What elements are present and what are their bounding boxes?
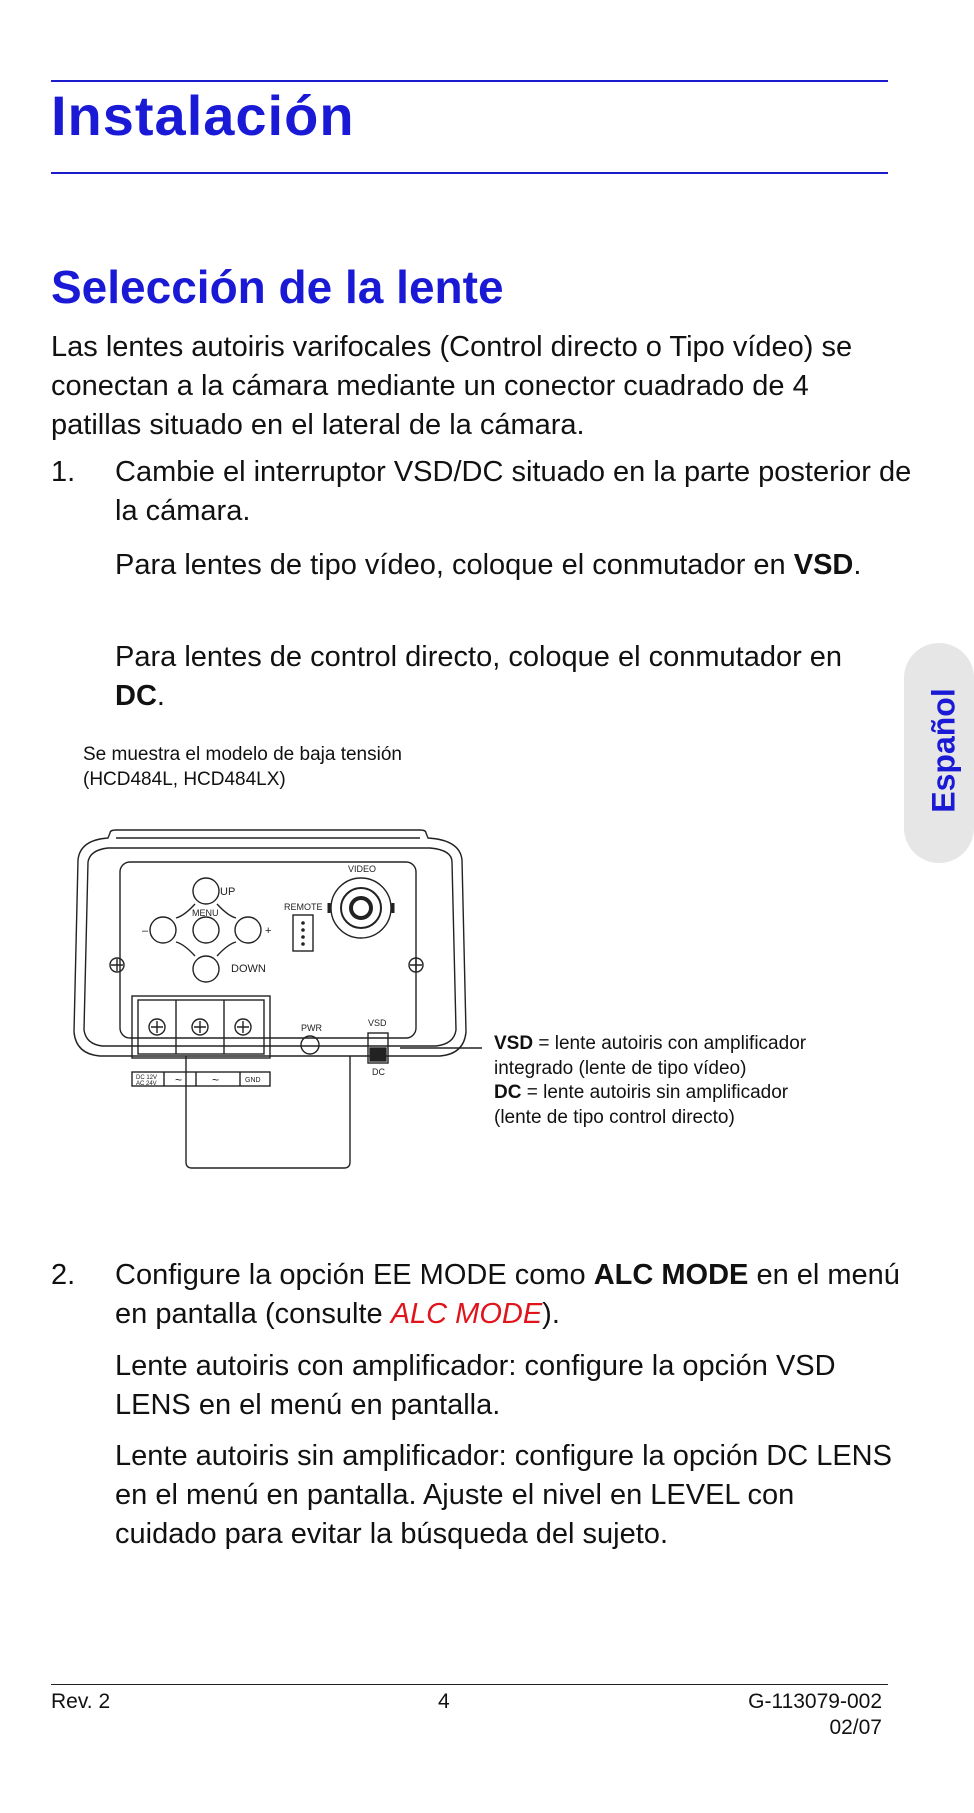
label-down: DOWN bbox=[231, 963, 266, 975]
label-ac-24v: AC 24V bbox=[136, 1081, 157, 1087]
footer-page-number: 4 bbox=[438, 1690, 450, 1713]
label-gnd: GND bbox=[245, 1077, 261, 1084]
label-dc: DC bbox=[372, 1067, 385, 1077]
figure-caption: Se muestra el modelo de baja tensión (HCD484L, HCD484LX) bbox=[83, 744, 402, 790]
step-2-text: Configure la opción EE MODE como ALC MODE en el menú en pantalla (consulte ALC MODE). bbox=[115, 1259, 900, 1330]
language-tab-label: Español bbox=[925, 687, 962, 813]
header-rule-bottom bbox=[51, 172, 888, 174]
step-1-text: Cambie el interruptor VSD/DC situado en la parte posterior de la cámara. bbox=[115, 456, 912, 527]
down-button[interactable] bbox=[193, 956, 219, 982]
panel-inset bbox=[120, 862, 416, 1038]
label-vsd: VSD bbox=[368, 1018, 387, 1028]
dc-emphasis: DC bbox=[115, 680, 157, 712]
footer-date: 02/07 bbox=[829, 1716, 882, 1739]
plus-button[interactable] bbox=[235, 917, 261, 943]
label-up: UP bbox=[220, 886, 236, 898]
label-ac-tilde: ~ bbox=[175, 1073, 183, 1087]
footer-document-number: G-113079-002 bbox=[748, 1690, 882, 1713]
header-rule-top bbox=[51, 80, 888, 82]
label-remote: REMOTE bbox=[284, 902, 323, 912]
minus-button[interactable] bbox=[150, 917, 176, 943]
step-1-number: 1. bbox=[51, 456, 76, 488]
label-pwr: PWR bbox=[301, 1023, 322, 1033]
step-2-number: 2. bbox=[51, 1259, 76, 1291]
intro-paragraph: Las lentes autoiris varifocales (Control directo o Tipo vídeo) se conectan a la cámara mediante un conector cuadrado de 4 patillas situado en el lateral de la cámara. bbox=[51, 331, 853, 441]
label-plus: + bbox=[265, 925, 272, 937]
alc-mode-link[interactable]: ALC MODE bbox=[390, 1298, 543, 1330]
mounting-block bbox=[186, 1056, 350, 1168]
label-ac-tilde: ~ bbox=[212, 1073, 220, 1087]
step-1-vsd-paragraph: Para lentes de tipo vídeo, coloque el conmutador en VSD. bbox=[115, 549, 862, 581]
step-2-dc-lens-paragraph: Lente autoiris sin amplificador: configure la opción DC LENS en el menú en pantalla. Ajuste el nivel en LEVEL con cuidado para evitar la búsqueda del sujeto. bbox=[115, 1440, 892, 1550]
camera-rear-panel-diagram bbox=[80, 820, 480, 1180]
vsd-emphasis: VSD bbox=[793, 549, 854, 581]
chapter-title: Instalación bbox=[51, 84, 355, 147]
remote-pins bbox=[301, 921, 305, 946]
switch-legend: VSD = lente autoiris con amplificador integrado (lente de tipo vídeo) DC = lente autoiris sin amplificador (lente de tipo control directo) bbox=[494, 1033, 807, 1128]
section-title: Selección de la lente bbox=[51, 261, 504, 313]
label-minus: – bbox=[142, 925, 149, 937]
footer-revision: Rev. 2 bbox=[51, 1690, 111, 1713]
label-video: VIDEO bbox=[348, 864, 377, 874]
step-2-vsd-lens-paragraph: Lente autoiris con amplificador: configure la opción VSD LENS en el menú en pantalla. bbox=[115, 1350, 836, 1421]
up-button[interactable] bbox=[193, 878, 219, 904]
step-1-dc-paragraph: Para lentes de control directo, coloque el conmutador en DC. bbox=[115, 641, 843, 712]
label-dc-12v: DC 12V bbox=[136, 1075, 158, 1081]
alc-mode-emphasis: ALC MODE bbox=[593, 1259, 749, 1291]
footer-rule bbox=[51, 1684, 888, 1685]
label-menu: MENU bbox=[192, 908, 219, 918]
menu-button[interactable] bbox=[193, 917, 219, 943]
